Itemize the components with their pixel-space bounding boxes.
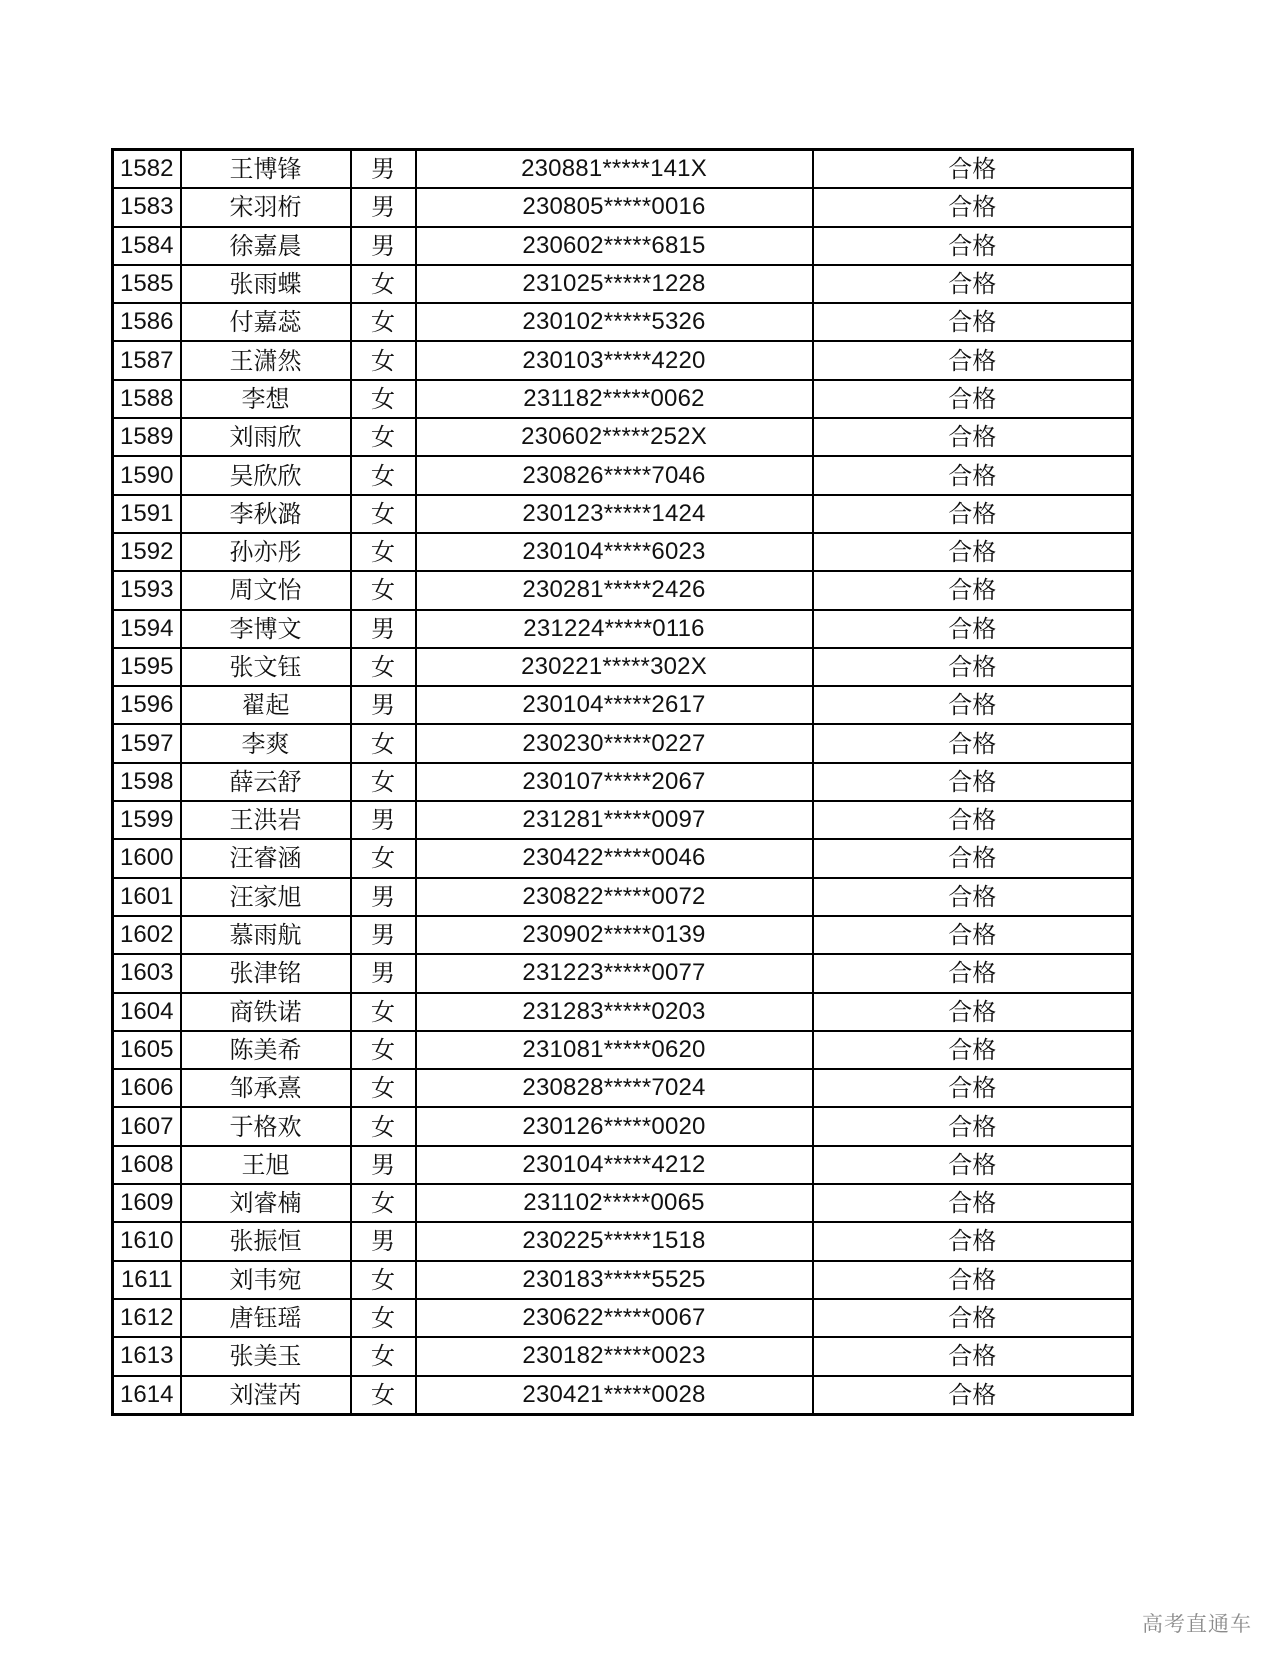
row-number: 1601 <box>113 878 181 916</box>
id-number-cell: 230104*****2617 <box>416 686 813 724</box>
name-cell: 唐钰瑶 <box>181 1299 351 1337</box>
gender-cell: 男 <box>351 686 416 724</box>
row-number: 1590 <box>113 456 181 494</box>
table-row <box>113 1261 1133 1299</box>
gender-cell: 男 <box>351 801 416 839</box>
table-row <box>113 724 1133 762</box>
id-number-cell: 231223*****0077 <box>416 954 813 992</box>
gender-cell: 女 <box>351 303 416 341</box>
name-cell: 李爽 <box>181 724 351 762</box>
table-row <box>113 418 1133 456</box>
result-cell: 合格 <box>813 1069 1133 1107</box>
table-row <box>113 380 1133 418</box>
table-row <box>113 265 1133 303</box>
id-number-cell: 230230*****0227 <box>416 724 813 762</box>
result-cell: 合格 <box>813 1107 1133 1145</box>
result-cell: 合格 <box>813 150 1133 189</box>
row-number: 1606 <box>113 1069 181 1107</box>
row-number: 1588 <box>113 380 181 418</box>
results-table-body <box>113 150 1133 1415</box>
row-number: 1610 <box>113 1222 181 1260</box>
result-cell: 合格 <box>813 456 1133 494</box>
table-row <box>113 610 1133 648</box>
result-cell: 合格 <box>813 993 1133 1031</box>
table-row <box>113 1107 1133 1145</box>
name-cell: 宋羽桁 <box>181 188 351 226</box>
name-cell: 张雨蝶 <box>181 265 351 303</box>
row-number: 1595 <box>113 648 181 686</box>
gender-cell: 女 <box>351 418 416 456</box>
row-number: 1600 <box>113 839 181 877</box>
id-number-cell: 230225*****1518 <box>416 1222 813 1260</box>
result-cell: 合格 <box>813 341 1133 379</box>
table-row <box>113 1184 1133 1222</box>
name-cell: 刘韦宛 <box>181 1261 351 1299</box>
id-number-cell: 230102*****5326 <box>416 303 813 341</box>
id-number-cell: 230881*****141X <box>416 150 813 189</box>
name-cell: 张津铭 <box>181 954 351 992</box>
id-number-cell: 230183*****5525 <box>416 1261 813 1299</box>
result-cell: 合格 <box>813 801 1133 839</box>
gender-cell: 女 <box>351 839 416 877</box>
gender-cell: 女 <box>351 763 416 801</box>
table-row <box>113 495 1133 533</box>
name-cell: 孙亦彤 <box>181 533 351 571</box>
name-cell: 李秋潞 <box>181 495 351 533</box>
table-row <box>113 150 1133 189</box>
id-number-cell: 230421*****0028 <box>416 1376 813 1415</box>
results-table <box>111 148 1134 1416</box>
result-cell: 合格 <box>813 648 1133 686</box>
row-number: 1591 <box>113 495 181 533</box>
result-cell: 合格 <box>813 1222 1133 1260</box>
gender-cell: 女 <box>351 724 416 762</box>
id-number-cell: 230104*****4212 <box>416 1146 813 1184</box>
name-cell: 王洪岩 <box>181 801 351 839</box>
gender-cell: 女 <box>351 1299 416 1337</box>
name-cell: 翟起 <box>181 686 351 724</box>
gender-cell: 女 <box>351 1031 416 1069</box>
result-cell: 合格 <box>813 380 1133 418</box>
row-number: 1586 <box>113 303 181 341</box>
name-cell: 薛云舒 <box>181 763 351 801</box>
id-number-cell: 231025*****1228 <box>416 265 813 303</box>
gender-cell: 男 <box>351 188 416 226</box>
name-cell: 刘滢芮 <box>181 1376 351 1415</box>
table-row <box>113 1146 1133 1184</box>
name-cell: 张美玉 <box>181 1337 351 1375</box>
gender-cell: 女 <box>351 1184 416 1222</box>
row-number: 1585 <box>113 265 181 303</box>
id-number-cell: 230281*****2426 <box>416 571 813 609</box>
id-number-cell: 230602*****6815 <box>416 227 813 265</box>
result-cell: 合格 <box>813 686 1133 724</box>
name-cell: 张振恒 <box>181 1222 351 1260</box>
name-cell: 汪睿涵 <box>181 839 351 877</box>
name-cell: 周文怡 <box>181 571 351 609</box>
name-cell: 王博锋 <box>181 150 351 189</box>
row-number: 1584 <box>113 227 181 265</box>
row-number: 1613 <box>113 1337 181 1375</box>
id-number-cell: 230828*****7024 <box>416 1069 813 1107</box>
gender-cell: 男 <box>351 227 416 265</box>
row-number: 1608 <box>113 1146 181 1184</box>
gender-cell: 男 <box>351 1146 416 1184</box>
name-cell: 王旭 <box>181 1146 351 1184</box>
gender-cell: 女 <box>351 648 416 686</box>
name-cell: 李博文 <box>181 610 351 648</box>
gender-cell: 女 <box>351 1261 416 1299</box>
gender-cell: 女 <box>351 456 416 494</box>
id-number-cell: 230104*****6023 <box>416 533 813 571</box>
row-number: 1604 <box>113 993 181 1031</box>
name-cell: 张文钰 <box>181 648 351 686</box>
row-number: 1605 <box>113 1031 181 1069</box>
row-number: 1598 <box>113 763 181 801</box>
id-number-cell: 230805*****0016 <box>416 188 813 226</box>
name-cell: 邹承熹 <box>181 1069 351 1107</box>
gender-cell: 男 <box>351 916 416 954</box>
result-cell: 合格 <box>813 1337 1133 1375</box>
result-cell: 合格 <box>813 1261 1133 1299</box>
id-number-cell: 230182*****0023 <box>416 1337 813 1375</box>
result-cell: 合格 <box>813 1184 1133 1222</box>
table-row <box>113 1337 1133 1375</box>
gender-cell: 男 <box>351 878 416 916</box>
row-number: 1609 <box>113 1184 181 1222</box>
result-cell: 合格 <box>813 1031 1133 1069</box>
gender-cell: 女 <box>351 380 416 418</box>
gender-cell: 女 <box>351 341 416 379</box>
table-row <box>113 839 1133 877</box>
result-cell: 合格 <box>813 418 1133 456</box>
id-number-cell: 230622*****0067 <box>416 1299 813 1337</box>
result-cell: 合格 <box>813 188 1133 226</box>
result-cell: 合格 <box>813 763 1133 801</box>
row-number: 1612 <box>113 1299 181 1337</box>
result-cell: 合格 <box>813 839 1133 877</box>
id-number-cell: 231281*****0097 <box>416 801 813 839</box>
id-number-cell: 230826*****7046 <box>416 456 813 494</box>
result-cell: 合格 <box>813 571 1133 609</box>
gender-cell: 女 <box>351 495 416 533</box>
gender-cell: 女 <box>351 993 416 1031</box>
id-number-cell: 230103*****4220 <box>416 341 813 379</box>
row-number: 1596 <box>113 686 181 724</box>
id-number-cell: 230107*****2067 <box>416 763 813 801</box>
result-cell: 合格 <box>813 1376 1133 1415</box>
result-cell: 合格 <box>813 265 1133 303</box>
id-number-cell: 230123*****1424 <box>416 495 813 533</box>
result-cell: 合格 <box>813 227 1133 265</box>
table-row <box>113 954 1133 992</box>
name-cell: 汪家旭 <box>181 878 351 916</box>
result-cell: 合格 <box>813 878 1133 916</box>
name-cell: 付嘉蕊 <box>181 303 351 341</box>
row-number: 1603 <box>113 954 181 992</box>
gender-cell: 女 <box>351 1376 416 1415</box>
id-number-cell: 230221*****302X <box>416 648 813 686</box>
name-cell: 徐嘉晨 <box>181 227 351 265</box>
gender-cell: 男 <box>351 1222 416 1260</box>
table-row <box>113 1376 1133 1415</box>
gender-cell: 男 <box>351 954 416 992</box>
name-cell: 李想 <box>181 380 351 418</box>
table-row <box>113 686 1133 724</box>
gender-cell: 女 <box>351 1337 416 1375</box>
result-cell: 合格 <box>813 495 1133 533</box>
table-row <box>113 993 1133 1031</box>
table-row <box>113 648 1133 686</box>
row-number: 1611 <box>113 1261 181 1299</box>
gender-cell: 女 <box>351 1069 416 1107</box>
table-row <box>113 188 1133 226</box>
gender-cell: 男 <box>351 150 416 189</box>
result-cell: 合格 <box>813 724 1133 762</box>
table-row <box>113 341 1133 379</box>
name-cell: 刘睿楠 <box>181 1184 351 1222</box>
gender-cell: 女 <box>351 571 416 609</box>
name-cell: 刘雨欣 <box>181 418 351 456</box>
name-cell: 吴欣欣 <box>181 456 351 494</box>
results-table-container <box>111 148 1134 1416</box>
table-row <box>113 227 1133 265</box>
row-number: 1614 <box>113 1376 181 1415</box>
id-number-cell: 230126*****0020 <box>416 1107 813 1145</box>
result-cell: 合格 <box>813 1299 1133 1337</box>
row-number: 1587 <box>113 341 181 379</box>
row-number: 1583 <box>113 188 181 226</box>
row-number: 1597 <box>113 724 181 762</box>
table-row <box>113 1222 1133 1260</box>
table-row <box>113 1031 1133 1069</box>
result-cell: 合格 <box>813 303 1133 341</box>
table-row <box>113 763 1133 801</box>
row-number: 1593 <box>113 571 181 609</box>
name-cell: 慕雨航 <box>181 916 351 954</box>
id-number-cell: 231283*****0203 <box>416 993 813 1031</box>
result-cell: 合格 <box>813 610 1133 648</box>
id-number-cell: 231182*****0062 <box>416 380 813 418</box>
name-cell: 王潇然 <box>181 341 351 379</box>
watermark-text: 高考直通车 <box>1142 1612 1252 1636</box>
table-row <box>113 303 1133 341</box>
table-row <box>113 571 1133 609</box>
row-number: 1599 <box>113 801 181 839</box>
name-cell: 商铁诺 <box>181 993 351 1031</box>
gender-cell: 女 <box>351 265 416 303</box>
gender-cell: 男 <box>351 610 416 648</box>
result-cell: 合格 <box>813 954 1133 992</box>
id-number-cell: 230422*****0046 <box>416 839 813 877</box>
id-number-cell: 230902*****0139 <box>416 916 813 954</box>
table-row <box>113 533 1133 571</box>
id-number-cell: 231102*****0065 <box>416 1184 813 1222</box>
result-cell: 合格 <box>813 916 1133 954</box>
result-cell: 合格 <box>813 533 1133 571</box>
row-number: 1607 <box>113 1107 181 1145</box>
row-number: 1602 <box>113 916 181 954</box>
name-cell: 陈美希 <box>181 1031 351 1069</box>
result-cell: 合格 <box>813 1146 1133 1184</box>
table-row <box>113 456 1133 494</box>
gender-cell: 女 <box>351 533 416 571</box>
id-number-cell: 230822*****0072 <box>416 878 813 916</box>
name-cell: 于格欢 <box>181 1107 351 1145</box>
id-number-cell: 231224*****0116 <box>416 610 813 648</box>
table-row <box>113 1299 1133 1337</box>
table-row <box>113 878 1133 916</box>
row-number: 1582 <box>113 150 181 189</box>
row-number: 1592 <box>113 533 181 571</box>
table-row <box>113 801 1133 839</box>
table-row <box>113 916 1133 954</box>
table-row <box>113 1069 1133 1107</box>
id-number-cell: 230602*****252X <box>416 418 813 456</box>
row-number: 1589 <box>113 418 181 456</box>
id-number-cell: 231081*****0620 <box>416 1031 813 1069</box>
row-number: 1594 <box>113 610 181 648</box>
gender-cell: 女 <box>351 1107 416 1145</box>
